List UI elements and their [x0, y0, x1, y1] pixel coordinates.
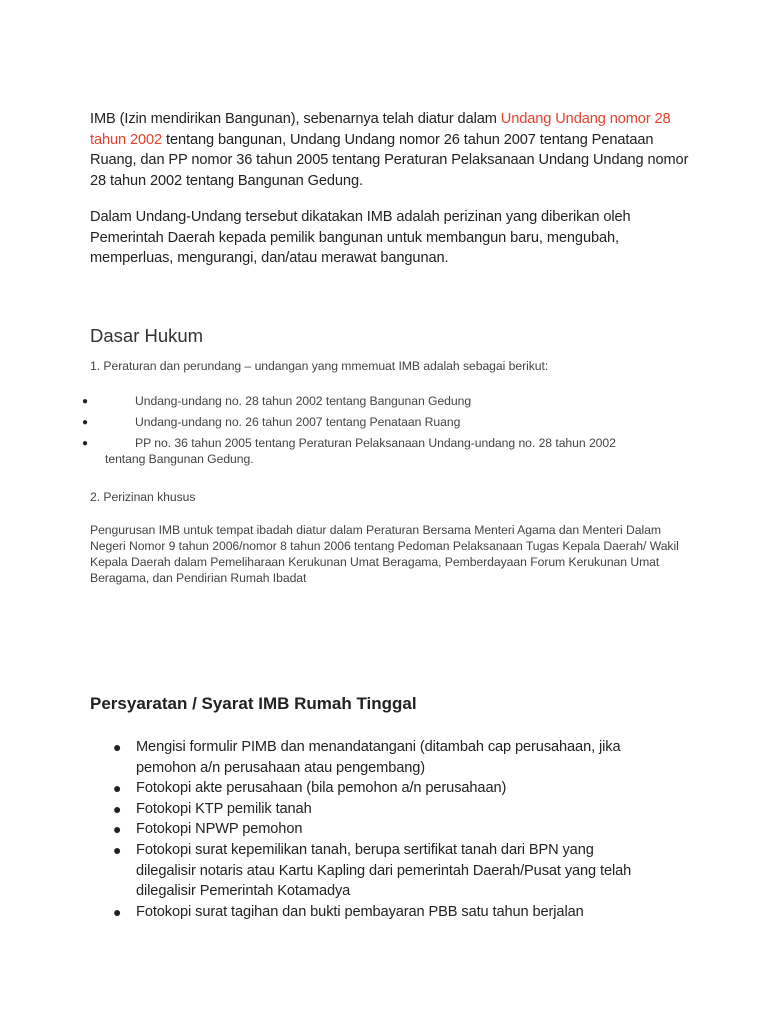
bullet-icon: ●: [82, 417, 88, 428]
list-item: [0, 799, 656, 820]
list-item-text: Mengisi formulir PIMB dan menandatangani (ditambah cap perusahaan, jika pemohon a/n perusahaan atau pengembang): [136, 739, 621, 776]
bullet-icon: ●: [82, 438, 88, 449]
list-item-text: Fotokopi NPWP pemohon: [136, 821, 303, 838]
intro-text-start: IMB (Izin mendirikan Bangunan), sebenarnya telah diatur dalam: [90, 111, 501, 127]
dasar-hukum-heading: Dasar Hukum: [90, 325, 204, 346]
list-item-text: Fotokopi akte perusahaan (bila pemohon a/n perusahaan): [136, 780, 507, 797]
bullet-icon: ●: [113, 903, 122, 920]
list-item: [0, 414, 655, 430]
list-item-text: PP no. 36 tahun 2005 tentang Peraturan Pelaksanaan Undang-undang no. 28 tahun 2002 tentang Bangunan Gedung.: [105, 436, 616, 466]
bullet-icon: ●: [113, 739, 122, 755]
list-item: [0, 902, 656, 923]
dasar-hukum-item-1: 1. Peraturan dan perundang – undangan yang mmemuat IMB adalah sebagai berikut:: [90, 359, 549, 373]
list-item: [0, 778, 656, 799]
list-item: [0, 737, 656, 778]
bullet-icon: ●: [113, 821, 122, 838]
list-item: [0, 435, 655, 467]
intro-paragraph-1: [90, 109, 690, 191]
persyaratan-heading: Persyaratan / Syarat IMB Rumah Tinggal: [90, 694, 417, 713]
list-item-text: Fotokopi surat tagihan dan bukti pembayaran PBB satu tahun berjalan: [136, 903, 584, 920]
dasar-hukum-item-2: 2. Perizinan khusus: [90, 490, 196, 504]
intro-text-end: tentang bangunan, Undang Undang nomor 26 tahun 2007 tentang Penataan Ruang, dan PP nomor 36 tahun 2005 tentang Peraturan Pelaksanaan Undang Undang nomor 28 tahun 2002 tentang Bangunan Gedung.: [90, 131, 689, 189]
pengurusan-paragraph: Pengurusan IMB untuk tempat ibadah diatur dalam Peraturan Bersama Menteri Agama dan Menteri Dalam Negeri Nomor 9 tahun 2006/nomor 8 tahun 2006 tentang Pedoman Pelaksanaan Tugas Kepala Daerah/ Wakil Kepala Daerah dalam Pemeliharaan Kerukunan Umat Beragama, Pemberdayaan Forum Kerukunan Umat Beragama, dan Pendirian Rumah Ibadat: [90, 523, 679, 585]
list-item: [0, 840, 656, 902]
regulation-list: [0, 393, 768, 467]
list-item-text: Undang-undang no. 26 tahun 2007 tentang Penataan Ruang: [135, 415, 461, 429]
bullet-icon: ●: [113, 780, 122, 797]
list-item-text: Undang-undang no. 28 tahun 2002 tentang Bangunan Gedung: [135, 394, 472, 408]
list-item-text: Fotokopi KTP pemilik tanah: [136, 800, 312, 817]
bullet-icon: ●: [82, 396, 88, 407]
requirements-list: [0, 737, 768, 922]
list-item-text: Fotokopi surat kepemilikan tanah, berupa sertifikat tanah dari BPN yang dilegalisir notaris atau Kartu Kapling dari pemerintah Daerah/Pusat yang telah dilegalisir Pemerintah Kotamadya: [136, 841, 632, 900]
undang-undang-link[interactable]: Undang Undang nomor 28 tahun 2002: [90, 111, 671, 148]
bullet-icon: ●: [113, 800, 122, 817]
bullet-icon: ●: [113, 841, 122, 858]
list-item: [0, 819, 656, 840]
intro-paragraph-2: Dalam Undang-Undang tersebut dikatakan IMB adalah perizinan yang diberikan oleh Pemerintah Daerah kepada pemilik bangunan untuk membangun baru, mengubah, memperluas, mengurangi, dan/atau merawat bangunan.: [90, 209, 631, 267]
list-item: [0, 393, 655, 409]
